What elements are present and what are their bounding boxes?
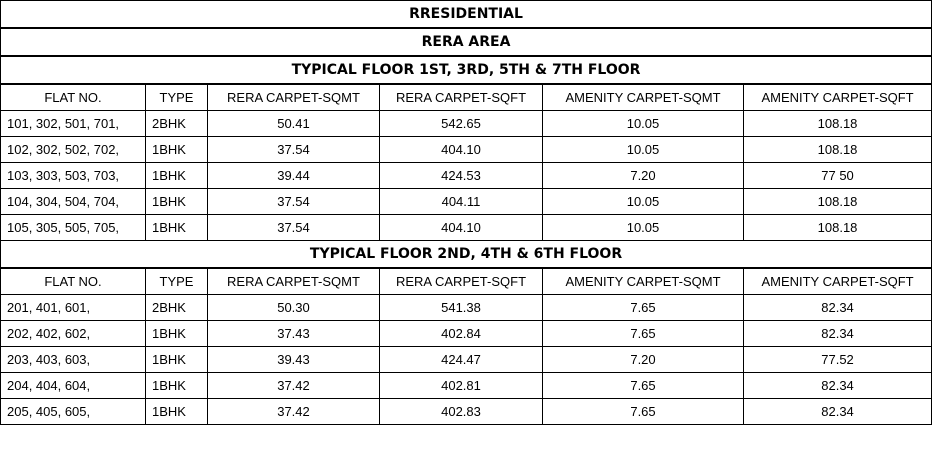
rera-sqmt-cell: 37.54 bbox=[208, 137, 380, 163]
type-cell: 2BHK bbox=[146, 295, 208, 321]
amenity-sqft-cell: 82.34 bbox=[744, 295, 932, 321]
amenity-sqmt-cell: 7.65 bbox=[543, 373, 744, 399]
table-title: RRESIDENTIAL bbox=[1, 1, 932, 29]
rera-sqft-cell: 542.65 bbox=[380, 111, 543, 137]
type-cell: 1BHK bbox=[146, 399, 208, 425]
type-cell: 1BHK bbox=[146, 373, 208, 399]
table-row bbox=[1, 189, 932, 215]
amenity-sqmt-cell: 7.65 bbox=[543, 321, 744, 347]
column-header-amenity-sqmt: AMENITY CARPET-SQMT bbox=[543, 84, 744, 111]
column-header-amenity-sqmt: AMENITY CARPET-SQMT bbox=[543, 268, 744, 295]
rera-sqmt-cell: 37.42 bbox=[208, 399, 380, 425]
amenity-sqmt-cell: 10.05 bbox=[543, 189, 744, 215]
table-row bbox=[1, 399, 932, 425]
amenity-sqft-cell: 108.18 bbox=[744, 189, 932, 215]
rera-sqft-cell: 402.83 bbox=[380, 399, 543, 425]
rera-sqmt-cell: 50.30 bbox=[208, 295, 380, 321]
column-header-type: TYPE bbox=[146, 84, 208, 111]
table-row bbox=[1, 111, 932, 137]
rera-sqft-cell: 402.84 bbox=[380, 321, 543, 347]
column-header-amenity-sqft: AMENITY CARPET-SQFT bbox=[744, 84, 932, 111]
flat-no-cell: 102, 302, 502, 702, bbox=[1, 137, 146, 163]
flat-no-cell: 201, 401, 601, bbox=[1, 295, 146, 321]
rera-sqft-cell: 404.10 bbox=[380, 137, 543, 163]
type-cell: 1BHK bbox=[146, 215, 208, 241]
rera-sqmt-cell: 37.54 bbox=[208, 189, 380, 215]
rera-sqft-cell: 424.47 bbox=[380, 347, 543, 373]
table-row bbox=[1, 137, 932, 163]
rera-sqmt-cell: 37.42 bbox=[208, 373, 380, 399]
rera-sqmt-cell: 37.43 bbox=[208, 321, 380, 347]
amenity-sqmt-cell: 7.65 bbox=[543, 399, 744, 425]
amenity-sqft-cell: 77.52 bbox=[744, 347, 932, 373]
type-cell: 1BHK bbox=[146, 163, 208, 189]
column-header-rera-sqft: RERA CARPET-SQFT bbox=[380, 84, 543, 111]
flat-no-cell: 202, 402, 602, bbox=[1, 321, 146, 347]
amenity-sqft-cell: 108.18 bbox=[744, 137, 932, 163]
column-header-flat-no: FLAT NO. bbox=[1, 268, 146, 295]
amenity-sqmt-cell: 7.20 bbox=[543, 347, 744, 373]
flat-no-cell: 104, 304, 504, 704, bbox=[1, 189, 146, 215]
column-header-row bbox=[1, 268, 932, 295]
amenity-sqmt-cell: 7.20 bbox=[543, 163, 744, 189]
type-cell: 2BHK bbox=[146, 111, 208, 137]
amenity-sqmt-cell: 10.05 bbox=[543, 215, 744, 241]
table-subtitle: RERA AREA bbox=[1, 28, 932, 56]
amenity-sqmt-cell: 10.05 bbox=[543, 111, 744, 137]
title-row bbox=[1, 1, 932, 29]
section-heading-row bbox=[1, 241, 932, 269]
column-header-rera-sqmt: RERA CARPET-SQMT bbox=[208, 268, 380, 295]
rera-sqft-cell: 424.53 bbox=[380, 163, 543, 189]
section-heading-odd-floors: TYPICAL FLOOR 1ST, 3RD, 5TH & 7TH FLOOR bbox=[1, 56, 932, 84]
flat-no-cell: 103, 303, 503, 703, bbox=[1, 163, 146, 189]
rera-sqmt-cell: 39.44 bbox=[208, 163, 380, 189]
flat-no-cell: 101, 302, 501, 701, bbox=[1, 111, 146, 137]
table-row bbox=[1, 321, 932, 347]
table-row bbox=[1, 373, 932, 399]
table-row bbox=[1, 347, 932, 373]
rera-sqft-cell: 404.10 bbox=[380, 215, 543, 241]
column-header-rera-sqmt: RERA CARPET-SQMT bbox=[208, 84, 380, 111]
column-header-row bbox=[1, 84, 932, 111]
amenity-sqmt-cell: 7.65 bbox=[543, 295, 744, 321]
table-row bbox=[1, 295, 932, 321]
section-heading-even-floors: TYPICAL FLOOR 2ND, 4TH & 6TH FLOOR bbox=[1, 241, 932, 269]
flat-no-cell: 203, 403, 603, bbox=[1, 347, 146, 373]
amenity-sqft-cell: 82.34 bbox=[744, 399, 932, 425]
flat-no-cell: 105, 305, 505, 705, bbox=[1, 215, 146, 241]
type-cell: 1BHK bbox=[146, 347, 208, 373]
column-header-rera-sqft: RERA CARPET-SQFT bbox=[380, 268, 543, 295]
rera-sqft-cell: 404.11 bbox=[380, 189, 543, 215]
table-row bbox=[1, 163, 932, 189]
column-header-type: TYPE bbox=[146, 268, 208, 295]
rera-sqmt-cell: 37.54 bbox=[208, 215, 380, 241]
amenity-sqft-cell: 108.18 bbox=[744, 111, 932, 137]
amenity-sqft-cell: 108.18 bbox=[744, 215, 932, 241]
amenity-sqft-cell: 82.34 bbox=[744, 321, 932, 347]
type-cell: 1BHK bbox=[146, 189, 208, 215]
subtitle-row bbox=[1, 28, 932, 56]
column-header-flat-no: FLAT NO. bbox=[1, 84, 146, 111]
amenity-sqft-cell: 77 50 bbox=[744, 163, 932, 189]
flat-no-cell: 204, 404, 604, bbox=[1, 373, 146, 399]
type-cell: 1BHK bbox=[146, 321, 208, 347]
type-cell: 1BHK bbox=[146, 137, 208, 163]
rera-sqmt-cell: 39.43 bbox=[208, 347, 380, 373]
rera-sqft-cell: 402.81 bbox=[380, 373, 543, 399]
rera-sqmt-cell: 50.41 bbox=[208, 111, 380, 137]
table-row bbox=[1, 215, 932, 241]
rera-sqft-cell: 541.38 bbox=[380, 295, 543, 321]
section-heading-row bbox=[1, 56, 932, 84]
column-header-amenity-sqft: AMENITY CARPET-SQFT bbox=[744, 268, 932, 295]
amenity-sqft-cell: 82.34 bbox=[744, 373, 932, 399]
amenity-sqmt-cell: 10.05 bbox=[543, 137, 744, 163]
flat-no-cell: 205, 405, 605, bbox=[1, 399, 146, 425]
